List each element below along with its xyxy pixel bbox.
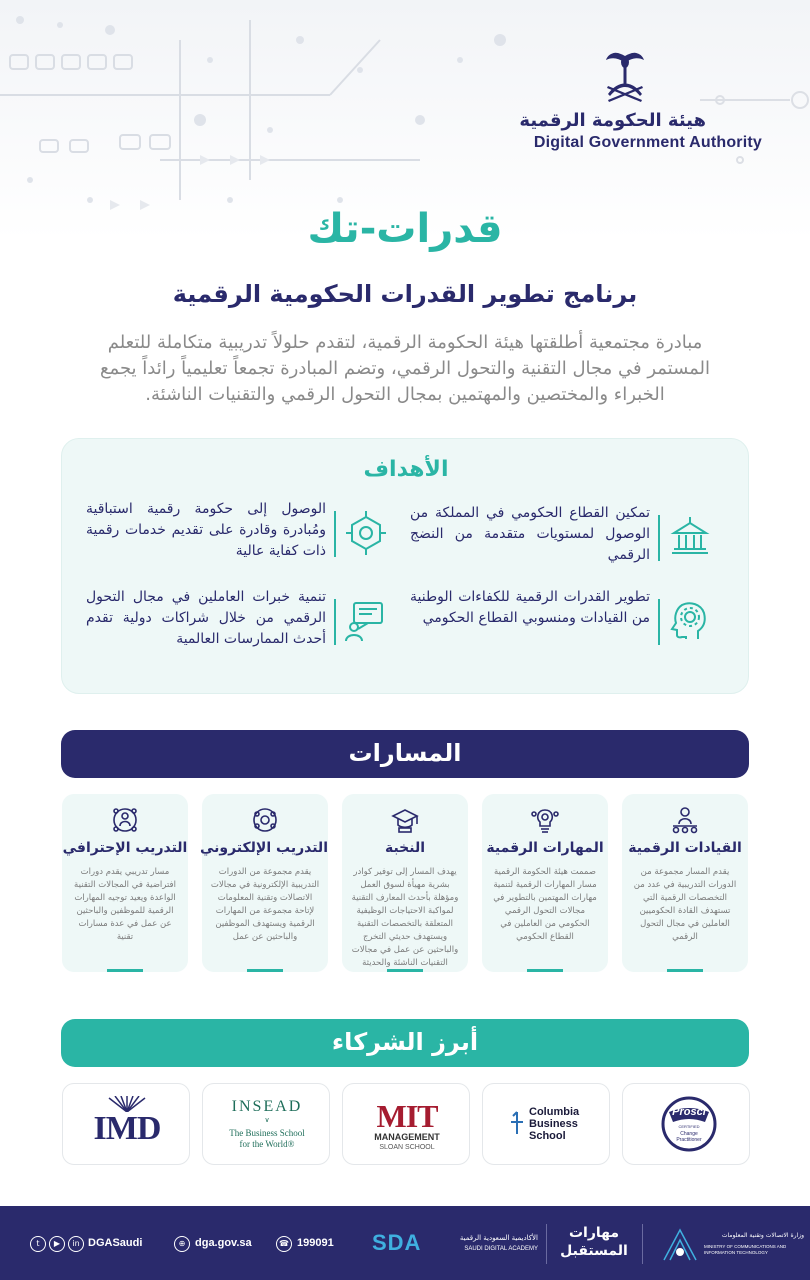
goal-separator [334, 599, 336, 645]
mcit-arabic-name: وزارة الاتصالات وتقنية المعلومات [721, 1232, 804, 1239]
columbia-name: Columbia Business School [529, 1106, 580, 1142]
goal-item [412, 503, 712, 573]
globe-icon: ⊕ [174, 1236, 190, 1252]
track-accent-line [107, 969, 143, 972]
goal-item [88, 499, 388, 569]
circuit-pattern-decoration [0, 0, 520, 220]
head-gear-icon [668, 599, 712, 643]
future-skills-line-1: مهارات [568, 1225, 620, 1241]
track-card[interactable] [62, 794, 188, 972]
track-accent-line [387, 969, 423, 972]
mit-sloan: SLOAN SCHOOL [379, 1144, 435, 1151]
track-title: القيادات الرقمية [628, 840, 742, 856]
training-presenter-icon [344, 599, 388, 643]
program-brand-title: قدرات-تك [307, 206, 503, 252]
program-intro: مبادرة مجتمعية أطلقتها هيئة الحكومة الرقمية، لتقدم حلولاً تدريبية متكاملة للتعلم المستمر في مجال التقنية والتحول الرقمي، وتضم المبادرة تجمعاً تعليمياً رائداً يجمع الخبراء والمختصين والمهتمين بمجال التحول الرقمي والتقنيات الناشئة. [99, 332, 711, 405]
partner-logo-prosci[interactable] [622, 1083, 750, 1165]
track-title: النخبة [384, 840, 426, 856]
mcit-english-name: MINISTRY OF COMMUNICATIONS AND INFORMATION TECHNOLOGY [704, 1244, 787, 1255]
track-description: مسار تدريبي يقدم دورات افتراضية في المجالات التقنية الواعدة ويعيد توجيه المهارات الرقمية للموظفين والباحثين عن عمل في عدة مسارات تقنية [74, 867, 176, 942]
track-title: المهارات الرقمية [486, 840, 604, 856]
goals-title: الأهداف [363, 457, 449, 482]
goal-text: تنمية خبرات العاملين في مجال التحول الرقمي من خلال شراكات دولية تقدم أحدث الممارسات العالمية [86, 589, 326, 647]
prosci-practitioner: Change Practitioner [676, 1131, 702, 1143]
track-accent-line [247, 969, 283, 972]
logo-arabic-name: هيئة الحكومة الرقمية [519, 110, 706, 131]
columbia-crown-icon [509, 1110, 525, 1136]
sda-arabic-name: الأكاديمية السعودية الرقمية [459, 1234, 538, 1242]
mcit-logo-icon [660, 1226, 700, 1262]
track-accent-line [527, 969, 563, 972]
professional-network-icon [111, 806, 139, 834]
track-description: صممت هيئة الحكومة الرقمية مسار المهارات الرقمية لتنمية مهارات المهتمين بالتطوير في مجالات التحول الرقمي الحكومي من العاملين في القطاع الحكومي [493, 867, 597, 942]
track-card[interactable] [482, 794, 608, 972]
logo-english-name: Digital Government Authority [533, 134, 762, 151]
phone-icon: ☎ [276, 1236, 292, 1252]
linkedin-icon[interactable]: in [68, 1236, 84, 1252]
goal-separator [658, 515, 660, 561]
track-description: يهدف المسار إلى توفير كوادر بشرية مهيأة لسوق العمل ومؤهلة بأحدث المعارف التقنية لمواكبة الاحتياجات الوظيفية المتعلقة بالتخصصات التقنية ويستهدف حديثي التخرج والباحثين عن عمل في مجالات التقنيات الناشئة والحديثة [351, 867, 459, 968]
skills-bulb-icon [531, 806, 559, 834]
track-title: التدريب الإحترافي [62, 840, 188, 856]
track-card[interactable] [342, 794, 468, 972]
insead-name: INSEAD [231, 1098, 303, 1115]
goal-item [88, 587, 388, 657]
sda-logo-mark: SDA [372, 1230, 422, 1255]
insead-tagline-2: for the World® [239, 1139, 295, 1149]
e-learning-icon [251, 806, 279, 834]
goal-separator [658, 599, 660, 645]
mit-name: MIT [376, 1098, 438, 1134]
goal-text: تمكين القطاع الحكومي في المملكة من الوصول لمستويات متقدمة من النضج الرقمي [410, 505, 650, 563]
track-description: يقدم مجموعة من الدورات التدريبية الإلكترونية في مجالات الاتصالات وتقنية المعلومات لإتاحة مجموعة من المهارات الرقمية ويستهدف الموظفين والباحثين عن عمل [210, 867, 320, 942]
social-handle[interactable]: DGASaudi [88, 1237, 143, 1249]
goal-item [412, 587, 712, 657]
website-link[interactable]: dga.gov.sa [195, 1237, 252, 1249]
digital-chip-icon [344, 511, 388, 555]
footer [0, 1206, 810, 1280]
partner-logo-mit[interactable] [342, 1083, 470, 1165]
goal-text: الوصول إلى حكومة رقمية استباقية ومُبادرة وقادرة على تقديم خدمات رقمية ذات كفاية عالية [86, 501, 326, 559]
phone-number[interactable]: 199091 [297, 1237, 334, 1249]
sda-english-name: SAUDI DIGITAL ACADEMY [464, 1246, 538, 1252]
track-card[interactable] [622, 794, 748, 972]
track-title: التدريب الإلكتروني [199, 840, 328, 856]
imd-name: IMD [93, 1110, 161, 1147]
goal-separator [334, 511, 336, 557]
partners-header: أبرز الشركاء [61, 1019, 749, 1067]
twitter-icon[interactable]: t [30, 1236, 46, 1252]
partner-logo-columbia[interactable] [482, 1083, 610, 1165]
future-skills-line-2: المستقبل [560, 1243, 628, 1259]
leader-icon [671, 806, 699, 834]
track-card[interactable] [199, 794, 328, 972]
footer-divider [546, 1224, 547, 1264]
prosci-name: Prosci [672, 1106, 706, 1118]
track-description: يقدم المسار مجموعة من الدورات التدريبية في عدد من التخصصات الرقمية التي تستهدف القادة الحكوميين العاملين في مجال التحول الرقمي [633, 867, 737, 942]
mit-management: MANAGEMENT [374, 1132, 440, 1142]
goal-text: تطوير القدرات الرقمية للكفاءات الوطنية من القيادات ومنسوبي القطاع الحكومي [410, 589, 650, 626]
partner-logo-imd[interactable] [62, 1083, 190, 1165]
insead-chevron-icon: ∨ [264, 1116, 270, 1124]
insead-tagline-1: The Business School [229, 1128, 305, 1138]
track-accent-line [667, 969, 703, 972]
partner-logo-insead[interactable] [202, 1083, 330, 1165]
tracks-header: المسارات [61, 730, 749, 778]
program-subtitle: برنامج تطوير القدرات الحكومية الرقمية [172, 280, 638, 308]
prosci-certified: CERTIFIED [678, 1124, 700, 1129]
government-building-icon [668, 515, 712, 559]
footer-divider [642, 1224, 643, 1264]
goals-panel [61, 438, 749, 694]
saudi-emblem-icon [600, 48, 650, 104]
youtube-icon[interactable]: ▶ [49, 1236, 65, 1252]
graduation-cap-icon [391, 806, 419, 834]
